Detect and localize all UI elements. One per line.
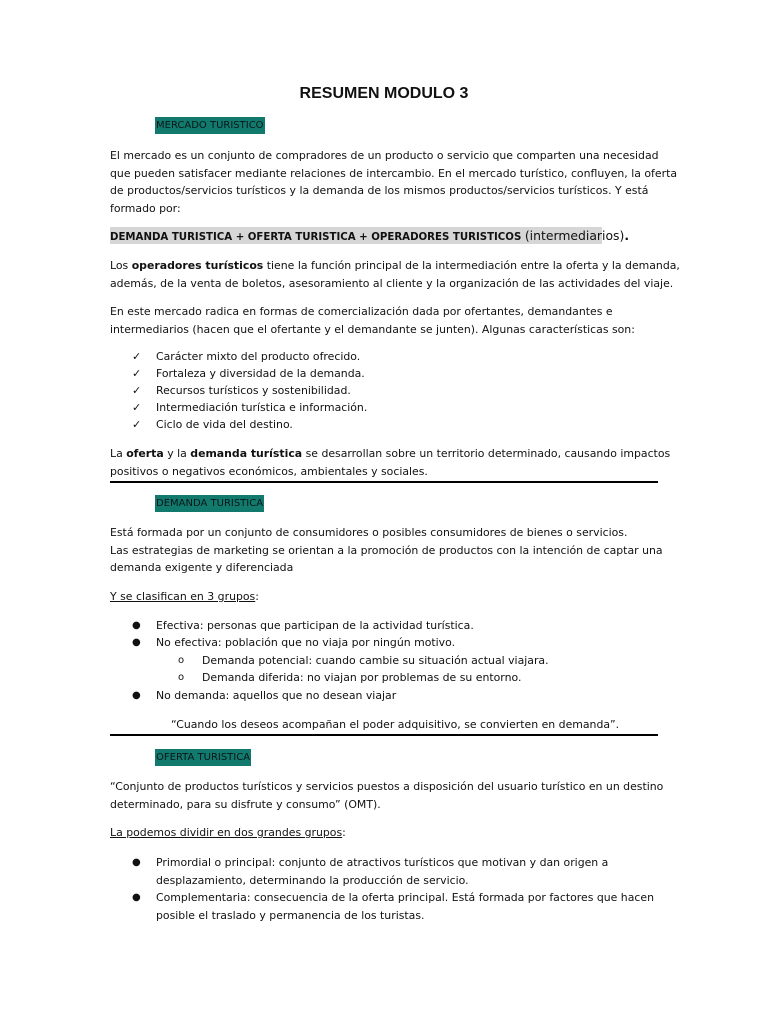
bullet-icon: ●	[132, 857, 141, 868]
bullet-icon: ●	[132, 690, 141, 701]
sub-bullet-icon: o	[178, 655, 185, 666]
bold-term: demanda turística	[190, 447, 303, 460]
text-run: :	[342, 826, 346, 839]
text-line: posible el traslado y permanencia de los turistas.	[156, 908, 425, 922]
impactos-paragraph	[110, 445, 671, 480]
check-item: Fortaleza y diversidad de la demanda.	[156, 367, 365, 380]
text-line: El mercado es un conjunto de compradores de un producto o servicio que comparten una necesidad	[110, 149, 659, 162]
text-line: de productos/servicios turísticos y la demanda de los mismos productos/servicios turísticos. Y está	[110, 184, 649, 197]
check-icon: ✓	[132, 367, 142, 380]
sub-bullet-item: Demanda diferida: no viajan por problemas de su entorno.	[202, 671, 522, 684]
check-icon: ✓	[132, 350, 142, 363]
oferta-paragraph	[110, 778, 664, 813]
market-formula	[110, 227, 630, 244]
text-line: En este mercado radica en formas de comercialización dada por ofertantes, demandantes e	[110, 305, 613, 318]
formula-intermediaries: (intermediarios)	[524, 228, 625, 243]
bullet-item: No demanda: aquellos que no desean viajar	[156, 689, 397, 702]
text-run: tiene la función principal de la intermediación entre la oferta y la demanda,	[263, 259, 680, 272]
underlined-text: La podemos dividir en dos grandes grupos	[110, 826, 343, 839]
text-line: determinado, para su disfrute y consumo” (OMT).	[110, 797, 381, 811]
text-line: Complementaria: consecuencia de la oferta principal. Está formada por factores que hacen	[156, 891, 654, 904]
text-line: Las estrategias de marketing se orientan a la promoción de productos con la intención de captar una	[110, 543, 663, 557]
section-header-oferta: OFERTA TURISTICA	[155, 749, 251, 766]
text-line	[110, 257, 680, 275]
section-header-demanda: DEMANDA TURISTICA	[155, 495, 264, 512]
bullet-item	[156, 854, 656, 889]
text-run: :	[255, 590, 259, 603]
text-line: demanda exigente y diferenciada	[110, 561, 294, 574]
section-divider	[110, 734, 658, 736]
check-item: Carácter mixto del producto ofrecido.	[156, 350, 361, 363]
text-line: “Conjunto de productos turísticos y servicios puestos a disposición del usuario turístico en un destino	[110, 780, 664, 793]
text-line: desplazamiento, determinando la producción de servicio.	[156, 873, 469, 887]
comercializacion-paragraph	[110, 303, 655, 338]
text-line: positivos o negativos económicos, ambientales y sociales.	[110, 464, 428, 478]
formula-text: DEMANDA TURISTICA + OFERTA TURISTICA + OPERADORES TURISTICOS	[110, 232, 525, 243]
underlined-text: Y se clasifican en 3 grupos	[110, 590, 256, 603]
section-divider	[110, 481, 658, 483]
text-line	[110, 445, 671, 463]
text-run: Los	[110, 259, 132, 272]
page-title: RESUMEN MODULO 3	[299, 85, 469, 102]
bullet-icon: ●	[132, 892, 141, 903]
formula-period: .	[624, 228, 630, 243]
check-item: Ciclo de vida del destino.	[156, 418, 293, 431]
check-icon: ✓	[132, 401, 142, 414]
sub-bullet-item: Demanda potencial: cuando cambie su situación actual viajara.	[202, 654, 549, 667]
mercado-paragraph	[110, 147, 678, 217]
bullet-item	[156, 889, 656, 924]
text-line: Primordial o principal: conjunto de atractivos turísticos que motivan y dan origen a	[156, 856, 609, 869]
bullet-item: Efectiva: personas que participan de la actividad turística.	[156, 619, 474, 632]
demanda-quote: “Cuando los deseos acompañan el poder adquisitivo, se convierten en demanda”.	[171, 718, 620, 731]
section-header-mercado: MERCADO TURISTICO	[155, 117, 265, 134]
text-run: se desarrollan sobre un territorio determinado, causando impactos	[302, 447, 671, 460]
text-line: que pueden satisfacer mediante relaciones de intercambio. En el mercado turístico, confluyen, la oferta	[110, 166, 678, 180]
operadores-paragraph	[110, 257, 680, 292]
text-run: La	[110, 447, 127, 460]
text-line: además, de la venta de boletos, asesoramiento al cliente y la organización de las actividades del viaje.	[110, 276, 674, 290]
sub-bullet-icon: o	[178, 672, 185, 683]
text-line: formado por:	[110, 201, 181, 215]
text-run: y la	[163, 447, 191, 460]
check-icon: ✓	[132, 418, 142, 431]
demanda-paragraph	[110, 524, 663, 577]
check-item: Recursos turísticos y sostenibilidad.	[156, 384, 351, 397]
text-line: Está formada por un conjunto de consumidores o posibles consumidores de bienes o servicios.	[110, 526, 628, 539]
demanda-groups-intro	[110, 588, 655, 606]
check-icon: ✓	[132, 384, 142, 397]
bold-term: oferta	[126, 447, 164, 460]
bullet-item: No efectiva: población que no viaja por ningún motivo.	[156, 636, 456, 649]
bullet-icon: ●	[132, 637, 141, 648]
check-item: Intermediación turística e información.	[156, 401, 368, 414]
oferta-groups-intro	[110, 824, 655, 842]
text-line: intermediarios (hacen que el ofertante y el demandante se junten). Algunas características son:	[110, 322, 635, 336]
bullet-icon: ●	[132, 620, 141, 631]
bold-term: operadores turísticos	[131, 259, 264, 272]
